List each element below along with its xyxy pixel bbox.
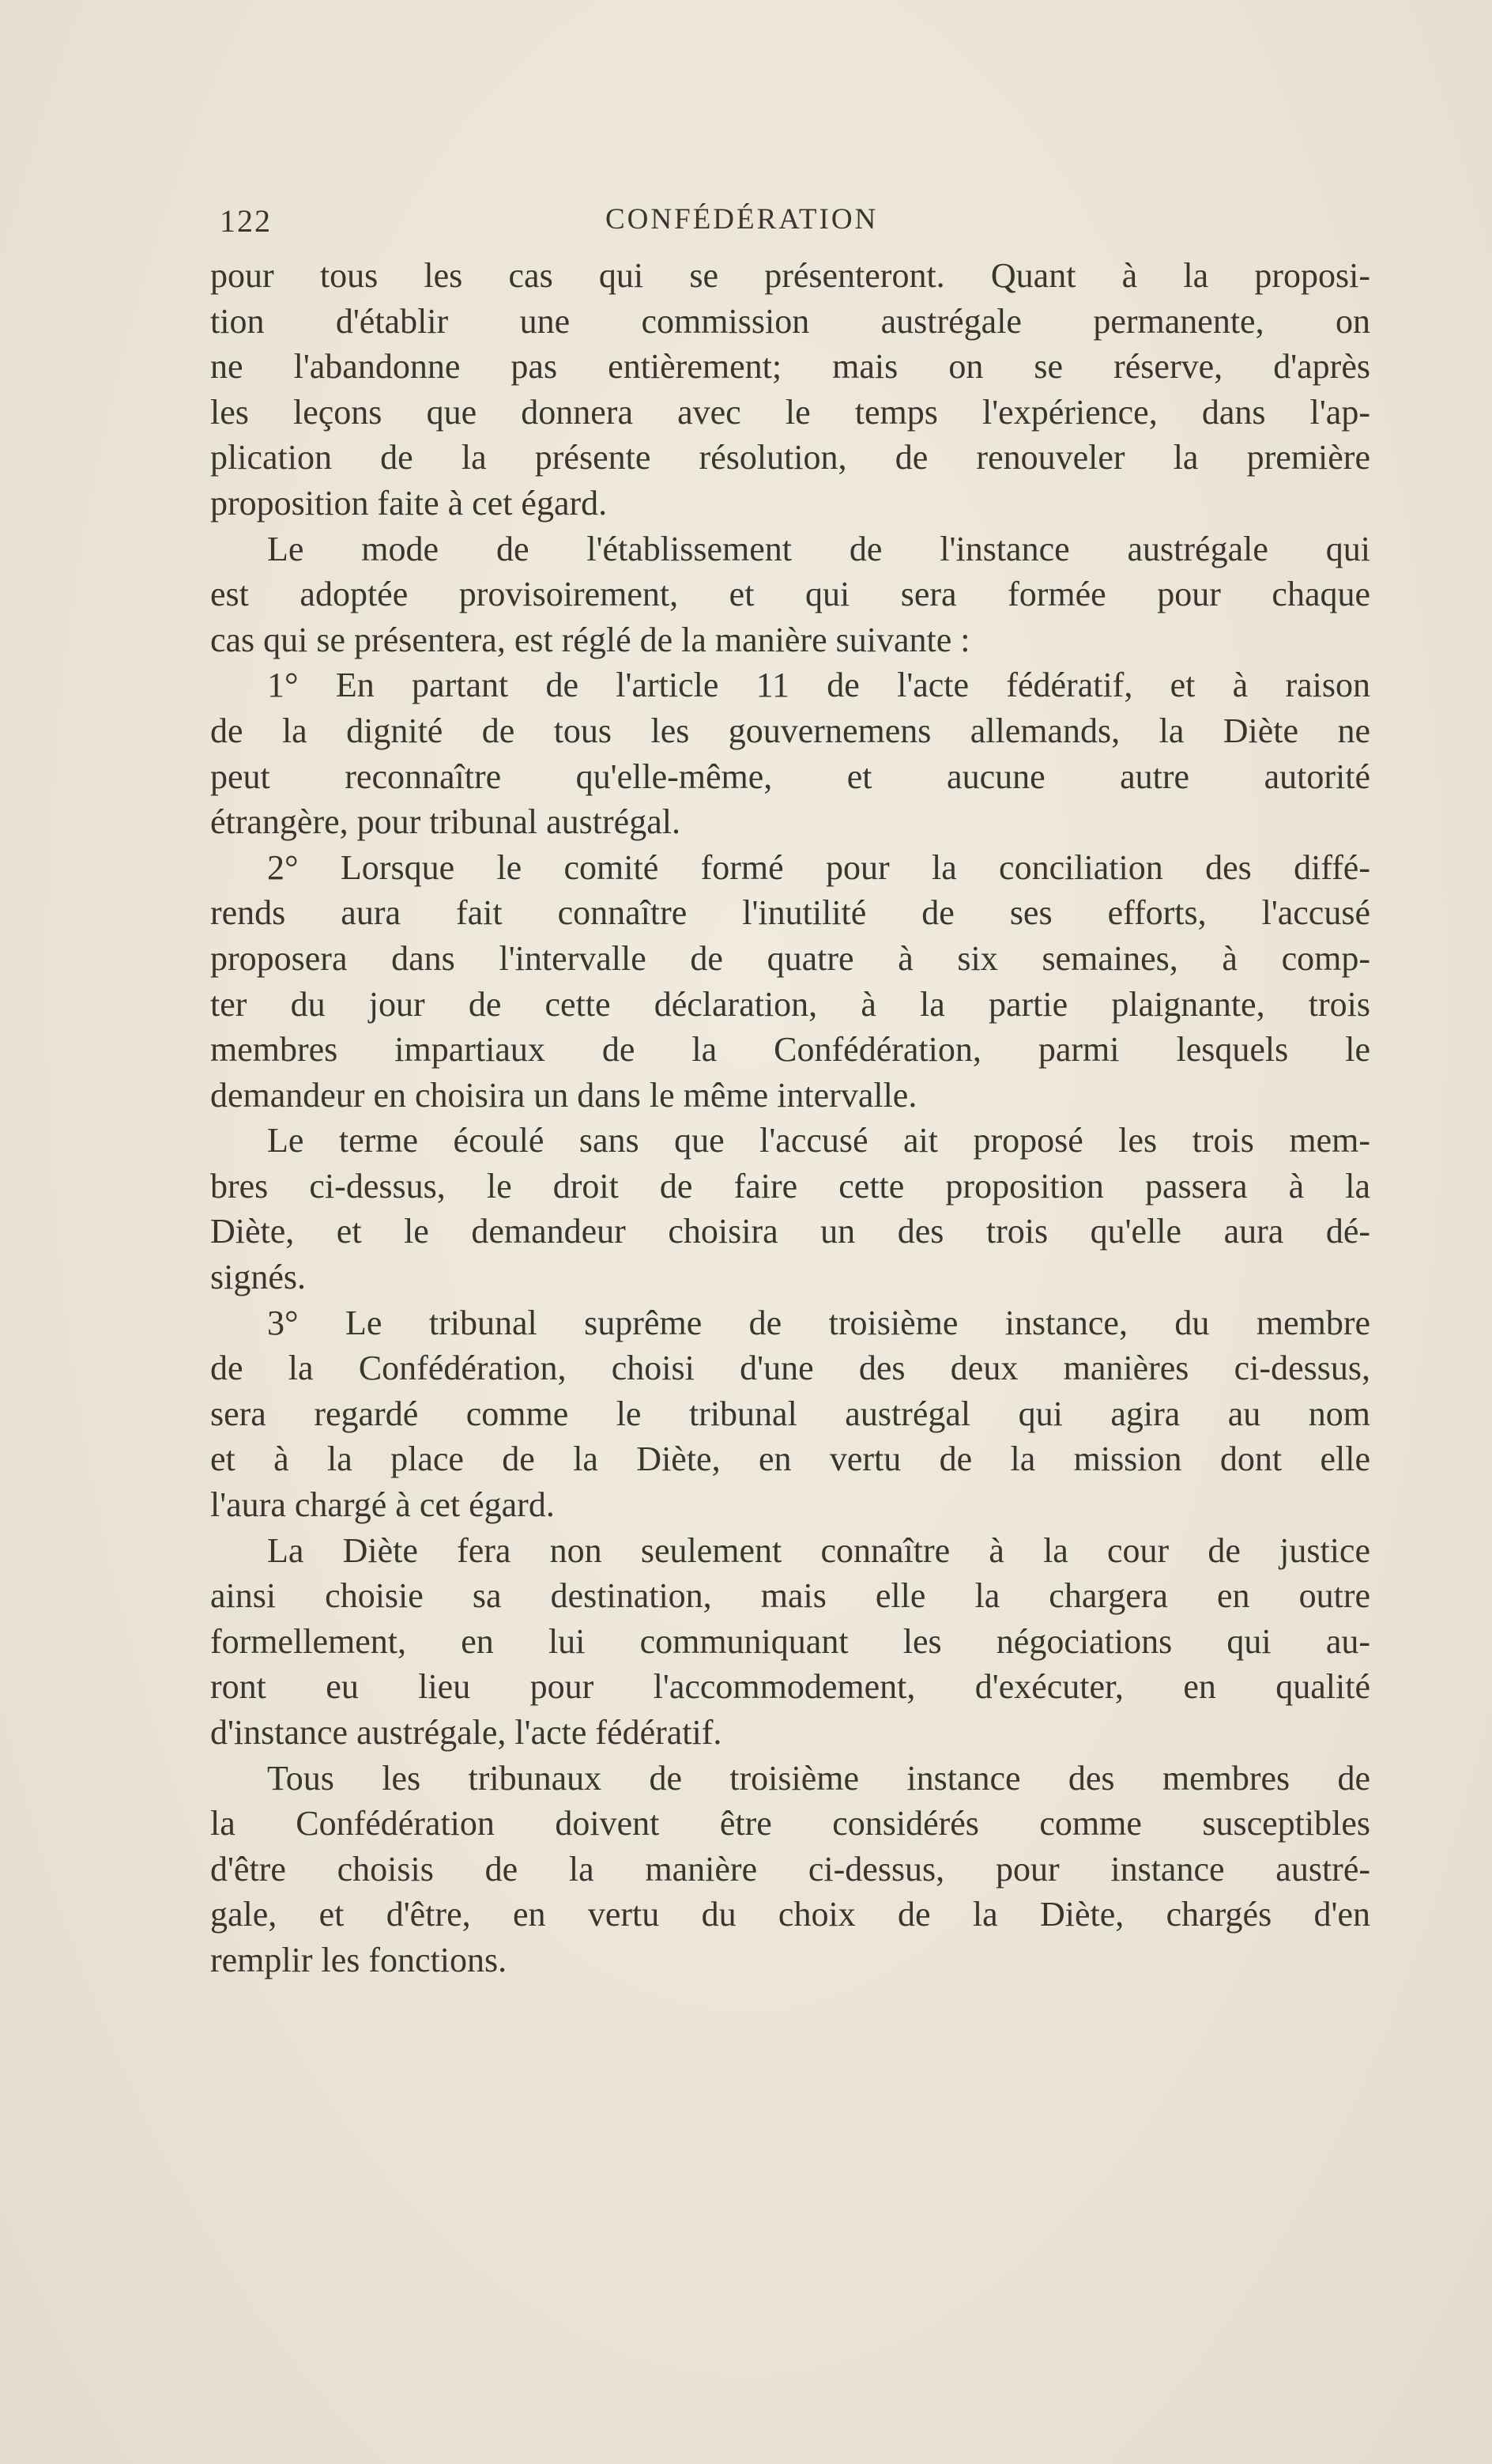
text-line: 2° Lorsque le comité formé pour la conciliation des diffé- [267,847,1370,887]
text-line: Diète, et le demandeur choisira un des trois qu'elle aura dé- [210,1212,1370,1251]
text-line: d'instance austrégale, l'acte fédératif. [210,1713,722,1752]
text-line: sera regardé comme le tribunal austrégal qui agira au nom [210,1394,1370,1433]
text-line: Le terme écoulé sans que l'accusé ait proposé les trois mem- [267,1121,1370,1160]
running-head [210,202,1370,250]
text-line: ne l'abandonne pas entièrement; mais on se réserve, d'après [210,347,1370,387]
text-line: la Confédération doivent être considérés comme susceptibles [210,1804,1370,1843]
text-line: 3° Le tribunal suprême de troisième instance, du membre [267,1303,1370,1342]
text-line: bres ci-dessus, le droit de faire cette proposition passera à la [210,1166,1370,1206]
text-line: étrangère, pour tribunal austrégal. [210,802,680,842]
running-title: CONFÉDÉRATION [605,203,879,236]
text-line: demandeur en choisira un dans le même intervalle. [210,1075,917,1115]
book-page [210,202,1370,1983]
text-line: remplir les fonctions. [210,1940,507,1979]
body-text [210,253,1370,1983]
text-line: ainsi choisie sa destination, mais elle la chargera en outre [210,1576,1370,1616]
text-line: ront eu lieu pour l'accommodement, d'exécuter, en qualité [210,1667,1370,1707]
text-line: les leçons que donnera avec le temps l'expérience, dans l'ap- [210,392,1370,432]
text-line: d'être choisis de la manière ci-dessus, pour instance austré- [210,1849,1370,1889]
page-number: 122 [220,203,272,239]
text-line: proposera dans l'intervalle de quatre à six semaines, à comp- [210,938,1370,978]
text-line: La Diète fera non seulement connaître à la cour de justice [267,1530,1370,1570]
text-line: membres impartiaux de la Confédération, parmi lesquels le [210,1030,1370,1070]
text-line: gale, et d'être, en vertu du choix de la Diète, chargés d'en [210,1895,1370,1934]
text-line: proposition faite à cet égard. [210,483,608,523]
text-line: ter du jour de cette déclaration, à la partie plaignante, trois [210,984,1370,1024]
text-line: plication de la présente résolution, de renouveler la première [210,438,1370,477]
text-line: de la Confédération, choisi d'une des deux manières ci-dessus, [210,1349,1370,1388]
text-line: formellement, en lui communiquant les négociations qui au- [210,1621,1370,1661]
text-line: l'aura chargé à cet égard. [210,1485,555,1525]
text-line: cas qui se présentera, est réglé de la manière suivante : [210,620,970,659]
text-line: peut reconnaître qu'elle-même, et aucune autre autorité [210,757,1370,796]
text-line: Tous les tribunaux de troisième instance des membres de [267,1758,1370,1798]
text-line: Le mode de l'établissement de l'instance austrégale qui [267,529,1370,568]
text-line: et à la place de la Diète, en vertu de la mission dont elle [210,1440,1370,1479]
text-line: de la dignité de tous les gouvernemens allemands, la Diète ne [210,711,1370,750]
text-line: signés. [210,1258,306,1297]
text-line: pour tous les cas qui se présenteront. Quant à la proposi- [210,256,1370,295]
text-line: est adoptée provisoirement, et qui sera formée pour chaque [210,575,1370,614]
text-line: rends aura fait connaître l'inutilité de ses efforts, l'accusé [210,893,1370,933]
text-line: tion d'établir une commission austrégale permanente, on [210,301,1370,341]
text-line: 1° En partant de l'article 11 de l'acte fédératif, et à raison [267,666,1370,705]
